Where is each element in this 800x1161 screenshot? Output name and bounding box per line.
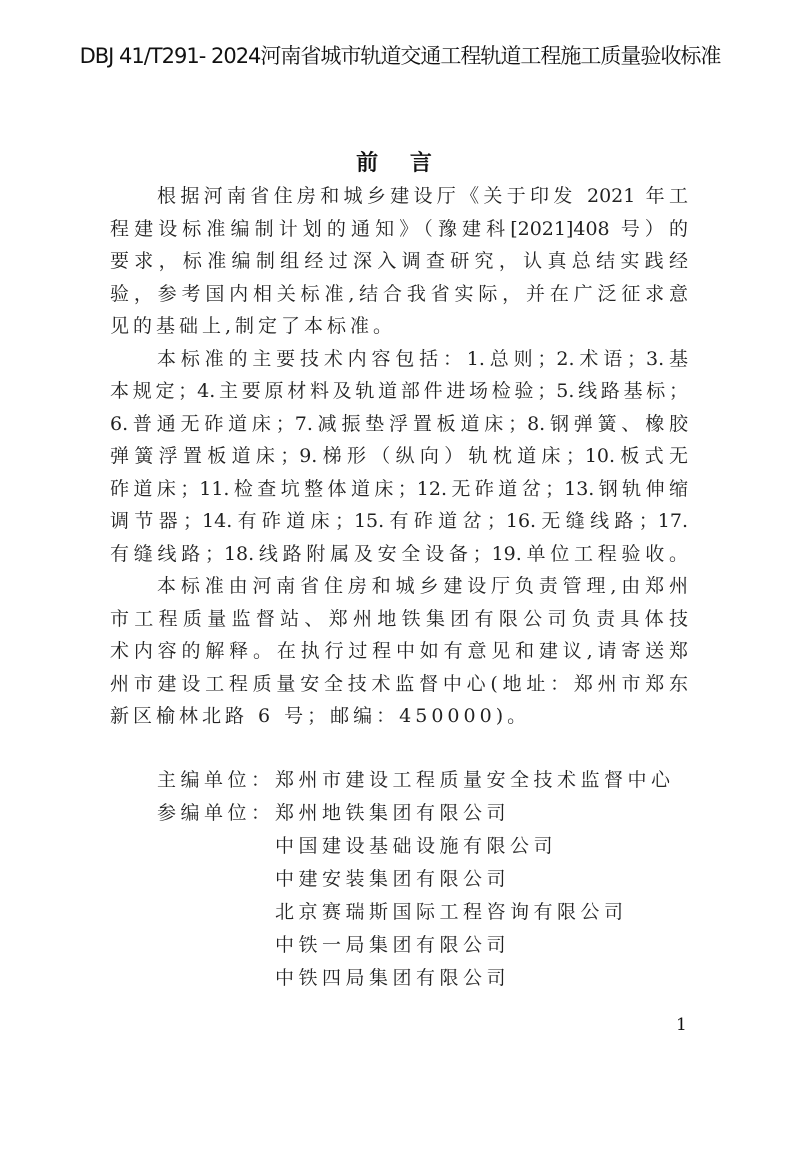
participating-row-2: [157, 830, 675, 863]
paragraph-2-line-6: 调节器；14.有砟道床；15.有砟道岔；16.无缝线路；17.: [110, 510, 688, 532]
chief-editor-row: [157, 764, 675, 797]
paragraph-1-line-4: 验，参考国内相关标准,结合我省实际，并在广泛征求意: [110, 282, 688, 305]
chief-editor-label: 主编单位：: [157, 769, 275, 791]
participating-org: 北京赛瑞斯国际工程咨询有限公司: [275, 901, 628, 923]
paragraph-2-line-1: 本标准的主要技术内容包括：1.总则；2.术语；3.基: [157, 347, 688, 370]
participating-row-4: [157, 896, 675, 929]
paragraph-1-line-5: 见的基础上,制定了本标准。: [110, 315, 397, 337]
foreword-body: [110, 180, 688, 733]
paragraph-3-line-1: 本标准由河南省住房和城乡建设厅负责管理,由郑州: [157, 575, 688, 597]
page-number: 1: [676, 1015, 687, 1035]
participating-row-3: [157, 863, 675, 896]
paragraph-2-line-5: 砟道床；11.检查坑整体道床；12.无砟道岔；13.钢轨伸缩: [110, 477, 688, 500]
paragraph-2-line-2: 本规定；4.主要原材料及轨道部件进场检验；5.线路基标；: [110, 380, 688, 402]
document-header-title: DBJ 41/T291- 2024河南省城市轨道交通工程轨道工程施工质量验收标准: [79, 44, 721, 68]
paragraph-2-line-7: 有缝线路；18.线路附属及安全设备；19.单位工程验收。: [110, 542, 688, 565]
paragraph-3-line-2: 市工程质量监督站、郑州地铁集团有限公司负责具体技: [110, 607, 688, 630]
participating-org: 中铁一局集团有限公司: [275, 934, 511, 956]
participating-row-1: [157, 797, 675, 830]
participating-org: 郑州地铁集团有限公司: [275, 802, 511, 824]
participating-org: 中铁四局集团有限公司: [275, 967, 511, 989]
paragraph-2-line-3: 6.普通无砟道床；7.减振垫浮置板道床；8.钢弹簧、橡胶: [110, 412, 688, 435]
participating-row-5: [157, 929, 675, 962]
participating-org: 中建安装集团有限公司: [275, 868, 511, 890]
chief-editor-name: 郑州市建设工程质量安全技术监督中心: [275, 769, 675, 791]
participating-org: 中国建设基础设施有限公司: [275, 835, 558, 857]
paragraph-2-line-4: 弹簧浮置板道床；9.梯形（纵向）轨枕道床；10.板式无: [110, 445, 688, 467]
paragraph-1-line-2: 程建设标准编制计划的通知》（豫建科[2021]408 号）的: [110, 217, 688, 240]
participating-label: 参编单位：: [157, 802, 275, 824]
participating-row-6: [157, 962, 675, 995]
organizations-list: [157, 764, 675, 995]
paragraph-1-line-1: 根据河南省住房和城乡建设厅《关于印发 2021 年工: [157, 185, 688, 207]
paragraph-1-line-3: 要求，标准编制组经过深入调查研究，认真总结实践经: [110, 250, 688, 272]
paragraph-3-line-4: 州市建设工程质量安全技术监督中心(地址：郑州市郑东: [110, 672, 688, 695]
section-title-foreword: 前 言: [356, 150, 444, 176]
paragraph-3-line-3: 术内容的解释。在执行过程中如有意见和建议,请寄送郑: [110, 640, 688, 662]
paragraph-3-line-5: 新区榆林北路 6 号；邮编：450000)。: [110, 705, 531, 727]
